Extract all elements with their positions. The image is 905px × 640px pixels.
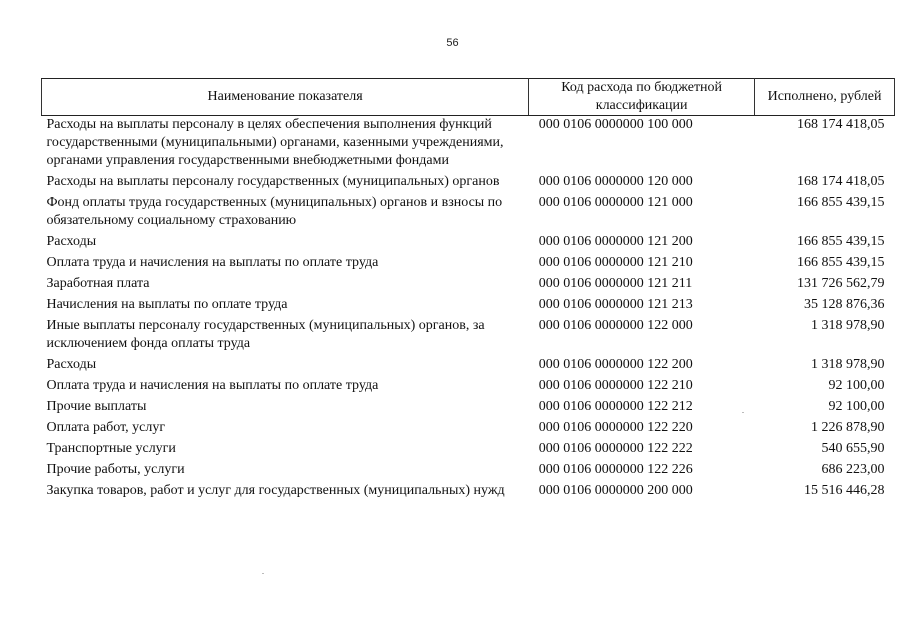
row-code: 000 0106 0000000 122 000 xyxy=(538,318,693,333)
row-code: 000 0106 0000000 100 000 xyxy=(538,117,693,132)
header-code: Код расхода по бюджетной классификации xyxy=(529,79,755,116)
row-name: Прочие работы, услуги xyxy=(46,462,185,477)
table-row xyxy=(42,275,895,296)
table-row xyxy=(42,440,895,461)
table-row xyxy=(42,116,895,174)
header-name: Наименование показателя xyxy=(42,79,529,116)
row-code: 000 0106 0000000 122 210 xyxy=(538,378,693,393)
table-row xyxy=(42,356,895,377)
row-name: Фонд оплаты труда государственных (муниципальных) органов и взносы по обязательному социальному страхованию xyxy=(46,195,503,228)
table-row xyxy=(42,296,895,317)
scan-speck xyxy=(742,412,744,413)
row-code: 000 0106 0000000 121 000 xyxy=(538,195,693,210)
row-amount: 1 226 878,90 xyxy=(811,420,885,435)
row-name: Заработная плата xyxy=(46,276,150,291)
row-name: Расходы xyxy=(46,357,97,372)
row-name: Оплата труда и начисления на выплаты по оплате труда xyxy=(46,378,379,393)
row-name: Расходы на выплаты персоналу в целях обеспечения выполнения функций государственными (муниципальными) органами, казенными учреждениями, органами управления государственными внебюджетными фондами xyxy=(46,117,504,168)
row-amount: 166 855 439,15 xyxy=(797,255,885,270)
row-amount: 166 855 439,15 xyxy=(797,234,885,249)
table-row xyxy=(42,233,895,254)
row-name: Расходы xyxy=(46,234,97,249)
row-name: Прочие выплаты xyxy=(46,399,147,414)
row-amount: 15 516 446,28 xyxy=(804,483,885,498)
row-code: 000 0106 0000000 122 212 xyxy=(538,399,693,414)
row-amount: 168 174 418,05 xyxy=(797,117,885,132)
row-name: Расходы на выплаты персоналу государственных (муниципальных) органов xyxy=(46,174,500,189)
row-name: Оплата труда и начисления на выплаты по оплате труда xyxy=(46,255,379,270)
table-row xyxy=(42,398,895,419)
row-code: 000 0106 0000000 122 200 xyxy=(538,357,693,372)
row-amount: 1 318 978,90 xyxy=(811,357,885,372)
row-name: Начисления на выплаты по оплате труда xyxy=(46,297,288,312)
row-name: Транспортные услуги xyxy=(46,441,176,456)
row-name: Оплата работ, услуг xyxy=(46,420,166,435)
row-name: Иные выплаты персоналу государственных (муниципальных) органов, за исключением фонда оплаты труда xyxy=(46,318,485,351)
scan-speck xyxy=(262,573,264,574)
row-amount: 35 128 876,36 xyxy=(804,297,885,312)
table-row xyxy=(42,194,895,233)
row-code: 000 0106 0000000 121 213 xyxy=(538,297,693,312)
row-amount: 540 655,90 xyxy=(821,441,885,456)
row-name: Закупка товаров, работ и услуг для государственных (муниципальных) нужд xyxy=(46,483,505,498)
row-amount: 1 318 978,90 xyxy=(811,318,885,333)
row-code: 000 0106 0000000 121 211 xyxy=(538,276,693,291)
row-code: 000 0106 0000000 120 000 xyxy=(538,174,693,189)
page-number: 56 xyxy=(446,37,459,49)
table-row xyxy=(42,377,895,398)
table-body xyxy=(42,116,895,504)
row-amount: 686 223,00 xyxy=(821,462,885,477)
header-amount: Исполнено, рублей xyxy=(755,79,895,116)
row-code: 000 0106 0000000 122 220 xyxy=(538,420,693,435)
table-row xyxy=(42,419,895,440)
table-row xyxy=(42,461,895,482)
table-row xyxy=(42,482,895,503)
table-row xyxy=(42,317,895,356)
table-row xyxy=(42,173,895,194)
row-amount: 92 100,00 xyxy=(828,378,885,393)
row-amount: 168 174 418,05 xyxy=(797,174,885,189)
table-row xyxy=(42,254,895,275)
row-code: 000 0106 0000000 122 226 xyxy=(538,462,693,477)
row-amount: 166 855 439,15 xyxy=(797,195,885,210)
row-code: 000 0106 0000000 121 210 xyxy=(538,255,693,270)
row-code: 000 0106 0000000 121 200 xyxy=(538,234,693,249)
row-amount: 92 100,00 xyxy=(828,399,885,414)
row-amount: 131 726 562,79 xyxy=(797,276,885,291)
row-code: 000 0106 0000000 200 000 xyxy=(538,483,693,498)
expenditure-table xyxy=(41,78,895,503)
row-code: 000 0106 0000000 122 222 xyxy=(538,441,693,456)
table-header-row xyxy=(42,79,895,116)
